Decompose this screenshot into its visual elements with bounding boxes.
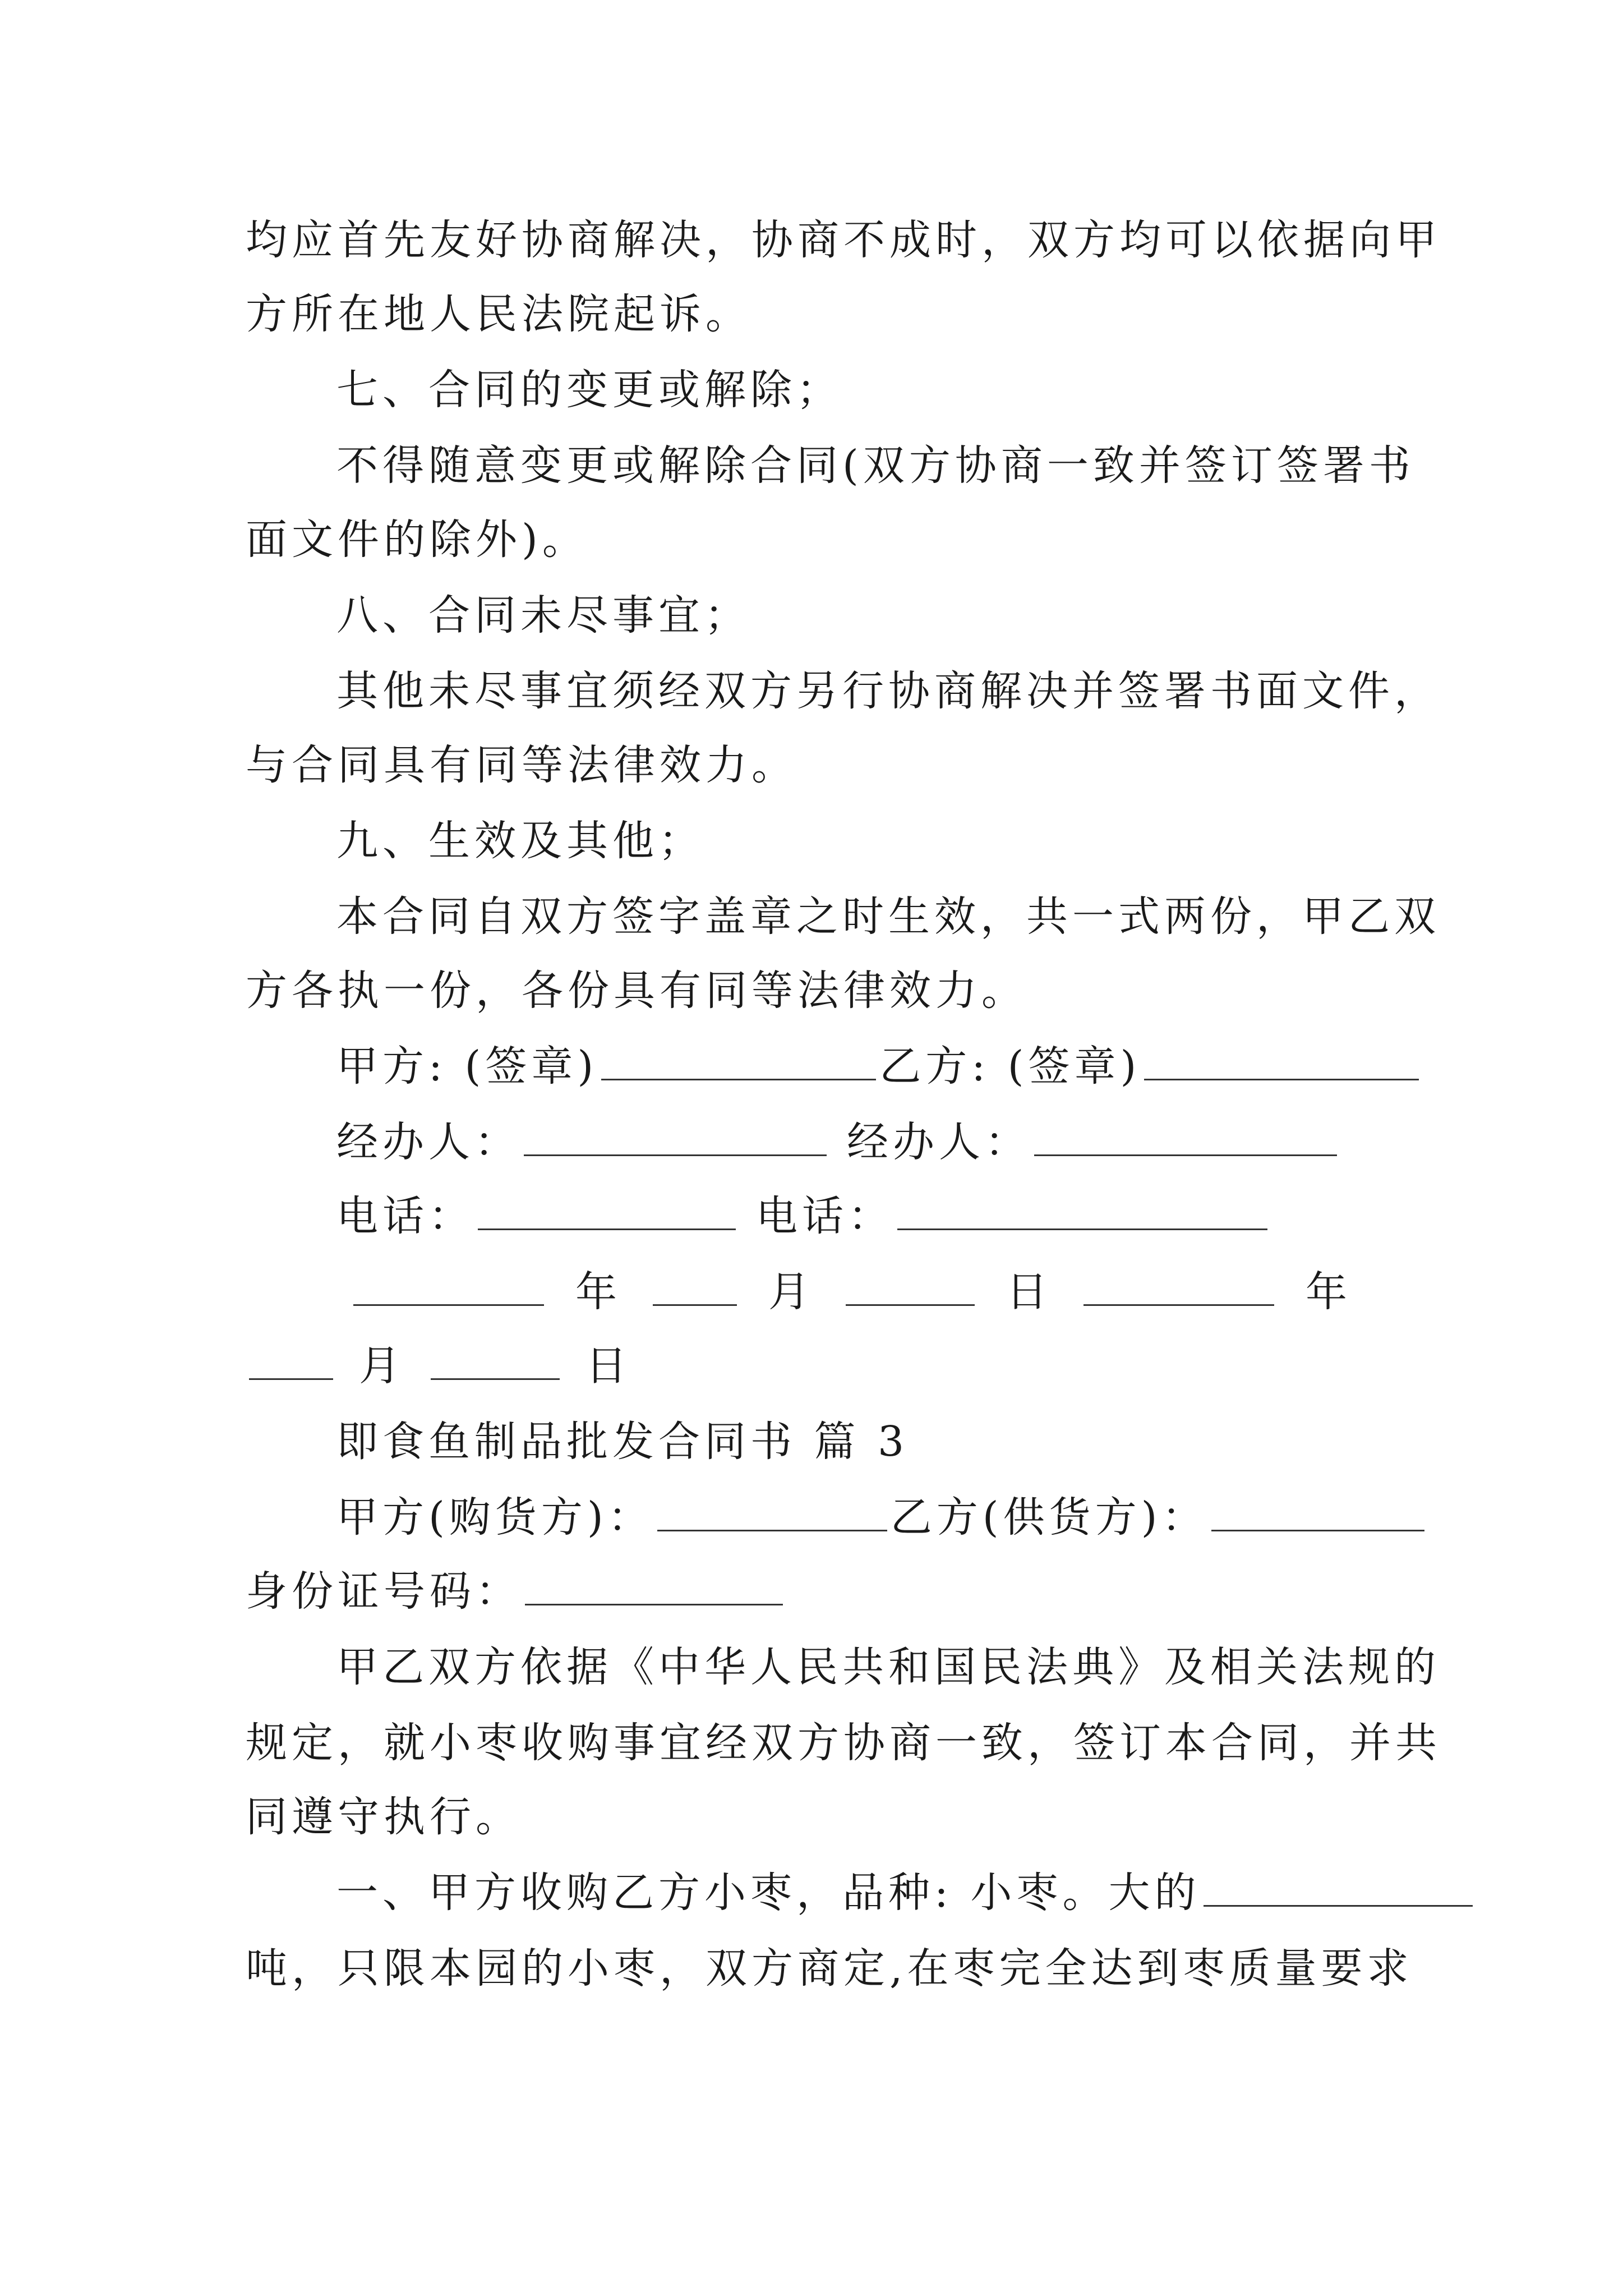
- paragraph-line: 其他未尽事宜须经双方另行协商解决并签署书面文件，: [336, 667, 1440, 715]
- handler-a-label: 经办人：: [336, 1118, 520, 1166]
- contract-heading: 即食鱼制品批发合同书 篇 3: [336, 1418, 909, 1466]
- date-row: [336, 1264, 1395, 1320]
- paragraph-line: 规定，就小枣收购事宜经双方协商一致，签订本合同，并共: [246, 1719, 1441, 1767]
- day-a-label: 日: [1006, 1268, 1052, 1316]
- date-row-continued: [246, 1338, 1395, 1394]
- phone-b-label: 电话：: [756, 1192, 894, 1240]
- paragraph-line: 方各执一份，各份具有同等法律效力。: [246, 967, 1027, 1015]
- item-1-line: [336, 1865, 1395, 1921]
- seller-blank: [1211, 1530, 1424, 1531]
- party-b-seal-label: 乙方: (签章): [879, 1042, 1141, 1091]
- year-a-blank: [353, 1304, 544, 1306]
- day-a-blank: [846, 1304, 975, 1306]
- paragraph-line: 面文件的除外)。: [246, 516, 588, 564]
- handler-b-label: 经办人：: [847, 1118, 1031, 1166]
- section-heading-9: 九、生效及其他；: [336, 817, 704, 865]
- handler-b-blank: [1034, 1154, 1337, 1156]
- paragraph-line: 吨，只限本园的小枣，双方商定,在枣完全达到枣质量要求: [246, 1944, 1413, 1993]
- month-a-blank: [653, 1304, 737, 1306]
- day-b-label: 日: [585, 1342, 631, 1390]
- paragraph-line: 与合同具有同等法律效力。: [246, 741, 797, 789]
- phone-row: [336, 1188, 1395, 1244]
- party-a-seal-label: 甲方: (签章): [336, 1042, 598, 1091]
- buyer-label: 甲方(购货方)：: [336, 1493, 654, 1542]
- month-b-label: 月: [359, 1342, 405, 1390]
- handler-a-blank: [524, 1154, 827, 1156]
- paragraph-line: 本合同自双方签字盖章之时生效，共一式两份，甲乙双: [336, 892, 1440, 941]
- seal-row: [336, 1038, 1395, 1094]
- id-row: [246, 1563, 1395, 1619]
- phone-a-blank: [478, 1228, 736, 1230]
- handler-row: [336, 1114, 1395, 1170]
- tonnage-blank: [1204, 1905, 1473, 1907]
- phone-b-blank: [897, 1228, 1267, 1230]
- month-b-blank: [249, 1378, 333, 1380]
- seller-label: 乙方(供货方)：: [890, 1493, 1208, 1542]
- section-heading-8: 八、合同未尽事宜；: [336, 591, 750, 639]
- item-1-text: 一、甲方收购乙方小枣，品种: 小枣。大的: [336, 1869, 1201, 1917]
- party-a-seal-blank: [601, 1079, 876, 1080]
- paragraph-line: 不得随意变更或解除合同(双方协商一致并签订签署书: [336, 441, 1415, 490]
- year-b-blank: [1083, 1304, 1274, 1306]
- section-heading-7: 七、合同的变更或解除；: [336, 366, 842, 414]
- id-number-blank: [525, 1604, 783, 1605]
- party-b-seal-blank: [1144, 1079, 1419, 1080]
- day-b-blank: [431, 1378, 560, 1380]
- id-number-label: 身份证号码：: [246, 1567, 522, 1616]
- paragraph-line: 方所在地人民法院起诉。: [246, 290, 751, 338]
- month-a-label: 月: [768, 1268, 814, 1316]
- paragraph-line: 甲乙双方依据《中华人民共和国民法典》及相关法规的: [336, 1643, 1440, 1691]
- year-b-label: 年: [1306, 1268, 1352, 1316]
- paragraph-line: 均应首先友好协商解决，协商不成时，双方均可以依据向甲: [246, 216, 1441, 264]
- parties-row: [336, 1489, 1395, 1545]
- paragraph-line: 同遵守执行。: [246, 1793, 522, 1841]
- year-a-label: 年: [575, 1268, 621, 1316]
- buyer-blank: [657, 1530, 887, 1531]
- phone-a-label: 电话：: [336, 1192, 474, 1240]
